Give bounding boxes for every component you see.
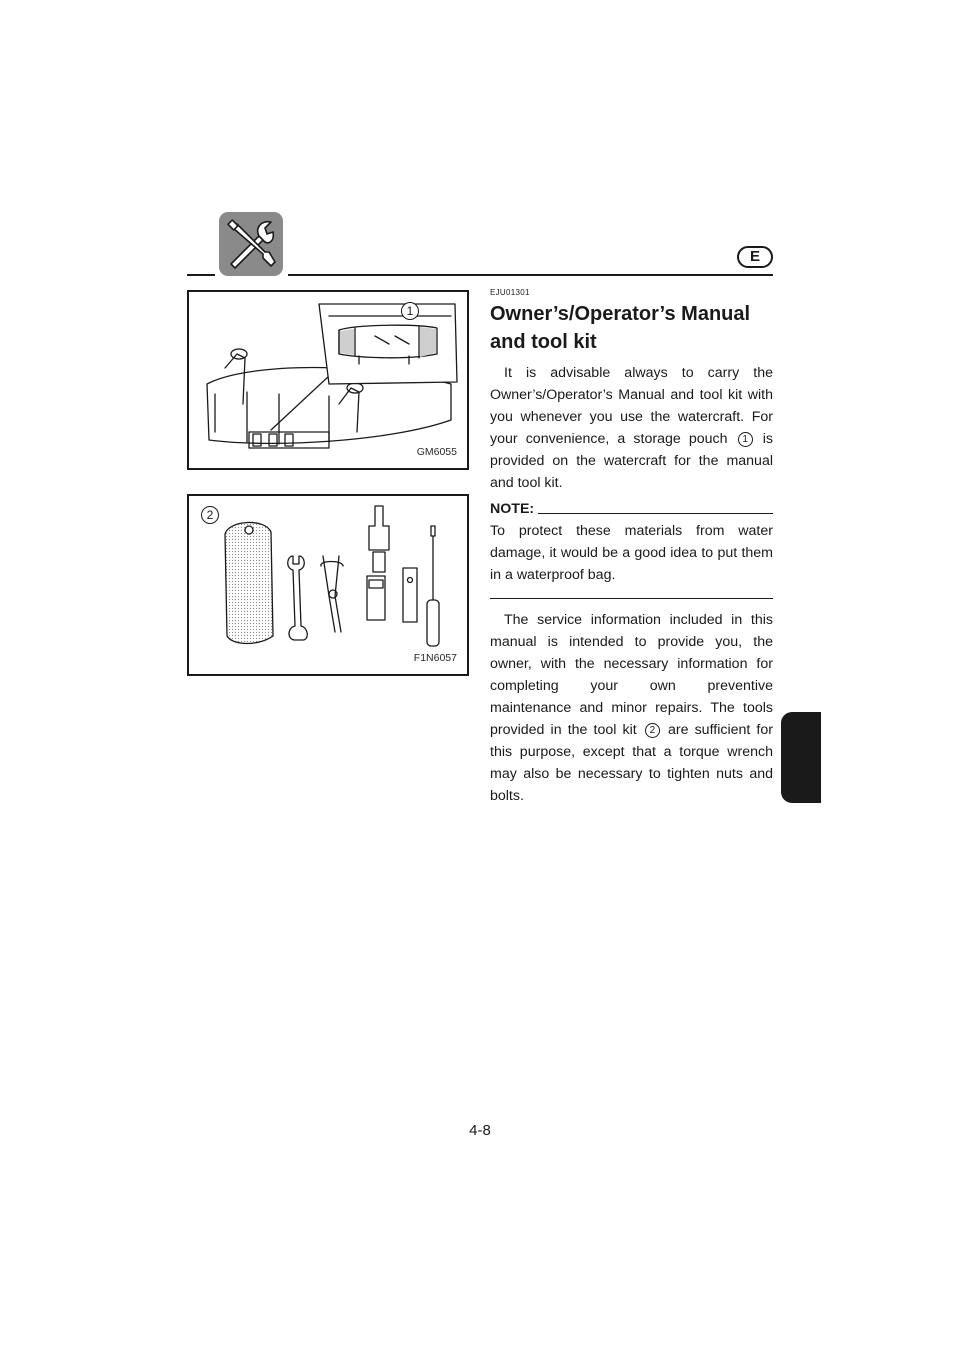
callout-2: 2 <box>201 506 219 524</box>
section-title <box>490 300 773 356</box>
callout-1: 1 <box>401 302 419 320</box>
chapter-tab <box>781 712 821 803</box>
paragraph-2 <box>490 609 773 807</box>
tools-wrench-screwdriver-icon <box>219 212 283 276</box>
note-header <box>490 500 773 518</box>
reference-marker-1: 1 <box>738 432 753 447</box>
note-text: To protect these materials from water damage, it would be a good idea to put them in a waterproof bag. <box>490 523 773 583</box>
section-title-line-1: Owner’s/Operator’s Manual <box>490 303 751 325</box>
figure-code: GM6055 <box>416 446 457 458</box>
paragraph-1 <box>490 362 773 494</box>
storage-pouch-illustration <box>189 292 467 468</box>
paragraph-1-text-b: is provided on the watercraft for the manual and tool kit. <box>490 431 773 491</box>
header-rule-left <box>187 274 215 276</box>
figure-storage-pouch <box>187 290 469 470</box>
document-code: EJU01301 <box>490 288 530 297</box>
figure-tool-kit <box>187 494 469 676</box>
paragraph-1-text-a: It is advisable always to carry the Owner’s/Operator’s Manual and tool kit with you whenever you use the watercraft. For your convenience, a storage pouch <box>490 365 773 447</box>
paragraph-2-text-a: The service information included in this manual is intended to provide you, the owner, with the necessary information for completing your own preventive maintenance and minor repairs. The tools provided in the tool kit <box>490 612 773 738</box>
section-title-line-2: and tool kit <box>490 331 597 353</box>
header-rule-right <box>288 274 773 276</box>
note-rule <box>538 513 773 514</box>
page-number: 4-8 <box>469 1122 491 1139</box>
section-content <box>490 288 773 807</box>
tool-kit-illustration <box>189 496 467 674</box>
paragraph-2-text-b: are sufficient for this purpose, except that a torque wrench may also be necessary to tighten nuts and bolts. <box>490 722 773 804</box>
note-end-rule <box>490 598 773 599</box>
reference-marker-2: 2 <box>645 723 660 738</box>
note-label: NOTE: <box>490 501 535 517</box>
language-badge: E <box>737 246 773 268</box>
figure-code: F1N6057 <box>413 652 457 664</box>
